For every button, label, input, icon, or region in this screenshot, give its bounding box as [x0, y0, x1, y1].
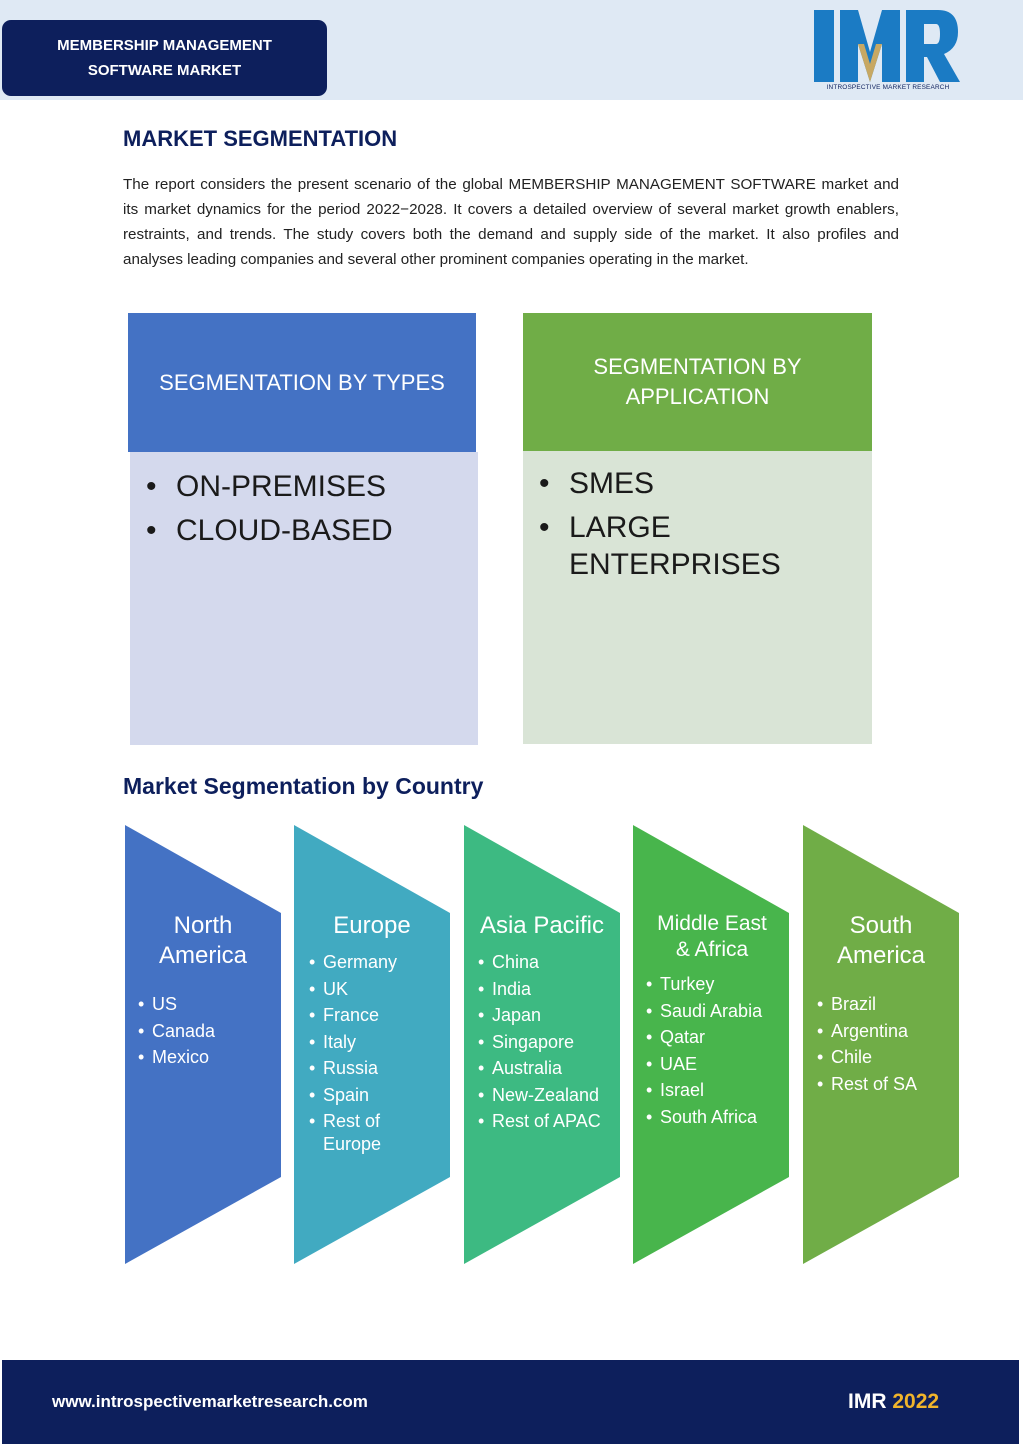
region-middle-east-africa [636, 911, 788, 1132]
region-title-line2: America [158, 942, 248, 969]
country-item: • France [309, 1004, 447, 1027]
region-title: Asia Pacific [479, 912, 605, 939]
report-title-line1: MEMBERSHIP MANAGEMENT [57, 37, 272, 54]
country-item: • Japan [478, 1004, 618, 1027]
segment-application-title-line1: SEGMENTATION BY [593, 354, 802, 379]
region-title: Europe [333, 912, 411, 939]
region-title [128, 911, 278, 971]
region-title-line1: North [173, 912, 233, 939]
country-item: • Rest of APAC [478, 1110, 618, 1133]
country-item: • Turkey [646, 973, 788, 996]
country-item: • Australia [478, 1057, 618, 1080]
country-item: • Canada [138, 1020, 278, 1043]
country-item: • UAE [646, 1053, 788, 1076]
country-section-heading: Market Segmentation by Country [123, 773, 484, 799]
country-item: • US [138, 993, 278, 1016]
logo-caption: INTROSPECTIVE MARKET RESEARCH [826, 84, 950, 91]
segment-types-item: • ON-PREMISES [130, 468, 478, 505]
region-south-america [805, 911, 957, 1099]
country-item: • Brazil [817, 993, 957, 1016]
footer-brand [848, 1390, 939, 1414]
region-country-list [466, 951, 618, 1133]
section-heading: MARKET SEGMENTATION [123, 126, 398, 151]
region-country-list [128, 993, 278, 1069]
region-title-line1: Middle East [657, 912, 767, 935]
country-item: • China [478, 951, 618, 974]
intro-paragraph: The report considers the present scenario of the global MEMBERSHIP MANAGEMENT SOFTWARE market and its market dynamics for the period 2022−2028. It covers a detailed overview of several market growth enablers, restraints, and trends. The study covers both the demand and supply side of the market. It also profiles and analyses leading companies and several other prominent companies operating in the market. [123, 176, 899, 268]
footer-year: 2022 [892, 1390, 940, 1413]
country-item: • New-Zealand [478, 1084, 618, 1107]
country-item: • Saudi Arabia [646, 1000, 788, 1023]
region-north-america [128, 911, 278, 1073]
country-item: • Argentina [817, 1020, 957, 1043]
region-country-list [636, 973, 788, 1129]
segment-application-title-line2: APPLICATION [625, 384, 770, 409]
country-item: • Qatar [646, 1026, 788, 1049]
region-title [636, 911, 788, 963]
country-item: • Spain [309, 1084, 447, 1107]
region-europe [297, 911, 447, 1160]
segment-types-item: • CLOUD-BASED [130, 512, 478, 549]
country-item: • Mexico [138, 1046, 278, 1069]
country-item: • Rest of Europe [309, 1110, 393, 1156]
segment-application-item: • LARGE ENTERPRISES [523, 509, 852, 583]
country-item: • South Africa [646, 1106, 788, 1129]
report-title-line2: SOFTWARE MARKET [87, 62, 242, 79]
footer-brand-name: IMR [848, 1390, 887, 1413]
footer-website-link[interactable]: www.introspectivemarketresearch.com [52, 1392, 368, 1411]
region-country-list [297, 951, 447, 1156]
region-country-list [805, 993, 957, 1096]
country-item: • Rest of SA [817, 1073, 957, 1096]
country-item: • Italy [309, 1031, 447, 1054]
region-title-line2: & Africa [675, 938, 749, 961]
region-title-line1: South [849, 912, 913, 939]
segment-application-item: • SMES [523, 465, 852, 502]
region-title-line2: America [836, 942, 926, 969]
region-title [805, 911, 957, 971]
country-item: • Israel [646, 1079, 788, 1102]
country-item: • Russia [309, 1057, 447, 1080]
country-item: • India [478, 978, 618, 1001]
country-item: • Singapore [478, 1031, 618, 1054]
country-item: • Chile [817, 1046, 957, 1069]
region-asia-pacific [466, 911, 618, 1137]
country-item: • Germany [309, 951, 447, 974]
country-item: • UK [309, 978, 447, 1001]
segment-types-title: SEGMENTATION BY TYPES [159, 369, 445, 395]
